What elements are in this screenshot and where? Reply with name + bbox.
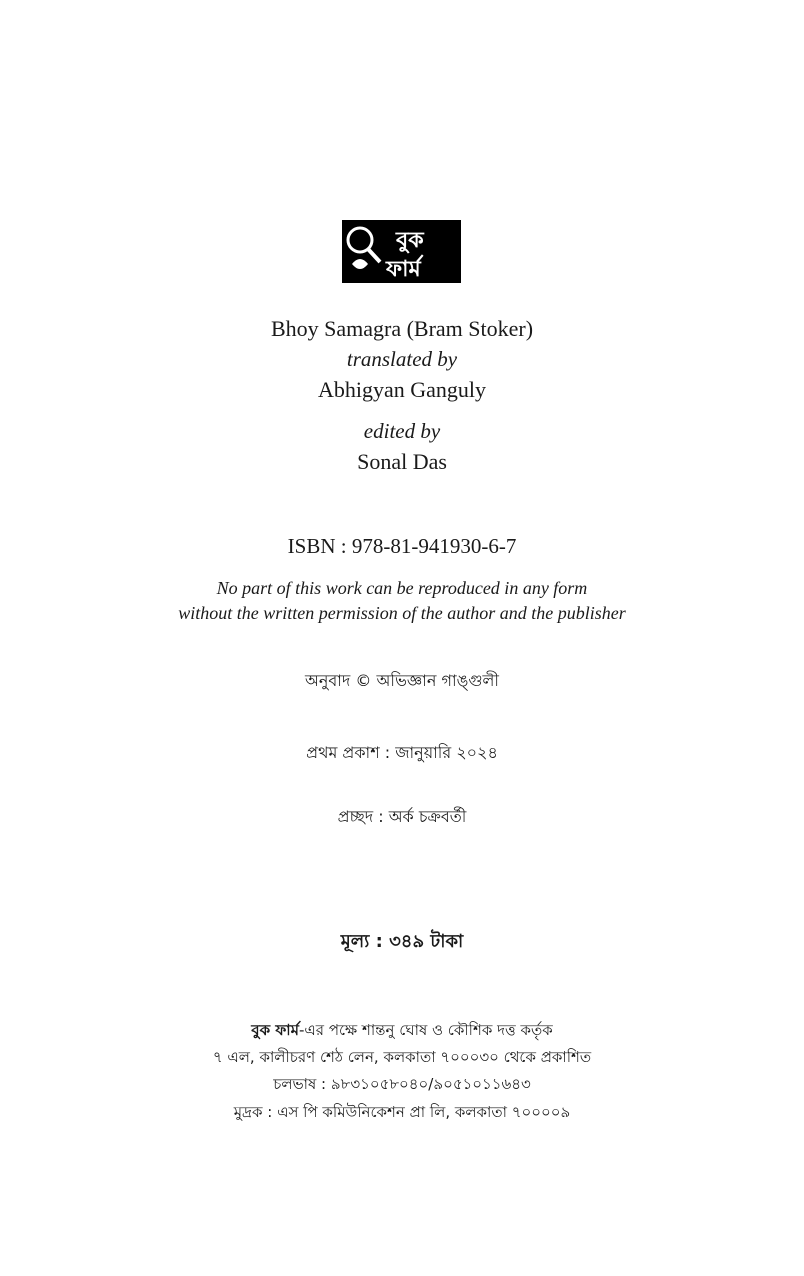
publisher-logo xyxy=(342,220,461,283)
translated-by-label: translated by xyxy=(346,347,458,371)
publisher-line-1 xyxy=(0,1019,804,1044)
isbn: ISBN : 978-81-941930-6-7 xyxy=(287,534,517,558)
printer: মুদ্রক : এস পি কমিউনিকেশন প্রা লি, কলকাতা ৭০০০০৯ xyxy=(233,1103,571,1121)
translation-copyright: অনুবাদ © অভিজ্ঞান গাঙ্গুলী xyxy=(304,671,500,690)
publisher-name: বুক ফার্ম xyxy=(251,1021,299,1039)
edited-by-label: edited by xyxy=(363,419,441,443)
translator-name: Abhigyan Ganguly xyxy=(317,377,487,402)
cover-credit: প্রচ্ছদ : অর্ক চক্রবর্তী xyxy=(337,807,467,826)
editor-name: Sonal Das xyxy=(357,449,447,474)
logo-word-1: বুক xyxy=(396,228,424,253)
price: মূল্য : ৩৪৯ টাকা xyxy=(340,931,464,952)
first-edition: প্রথম প্রকাশ : জানুয়ারি ২০২৪ xyxy=(306,743,498,762)
magnifier-icon xyxy=(342,220,461,283)
publisher-address: ৭ এল, কালীচরণ শেঠ লেন, কলকাতা ৭০০০৩০ থেকে প্রকাশিত xyxy=(212,1048,592,1066)
publisher-line-1-rest: -এর পক্ষে শান্তনু ঘোষ ও কৌশিক দত্ত কর্তৃক xyxy=(298,1021,553,1039)
rights-line-2: without the written permission of the author and the publisher xyxy=(178,603,626,623)
rights-line-1: No part of this work can be reproduced in any form xyxy=(216,578,588,598)
book-title: Bhoy Samagra (Bram Stoker) xyxy=(270,316,534,341)
phone: চলভাষ : ৯৮৩১০৫৮০৪০/৯০৫১০১১৬৪৩ xyxy=(273,1075,531,1093)
logo-word-2: ফার্ম xyxy=(386,257,421,282)
